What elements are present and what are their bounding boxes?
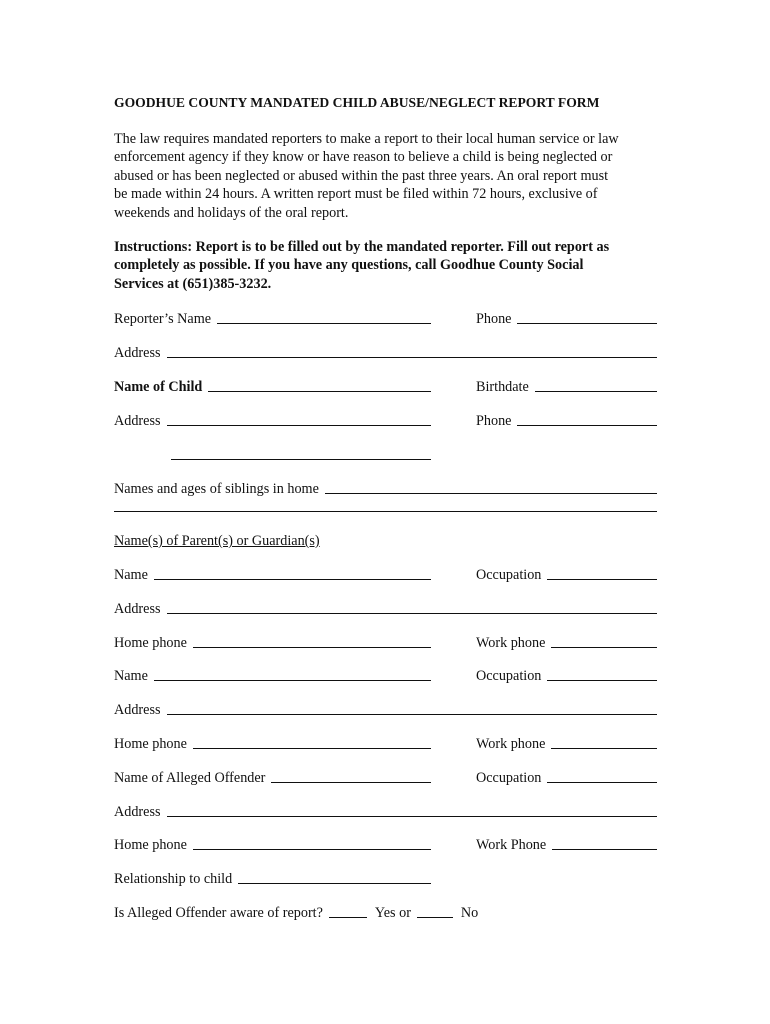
offender-name-row <box>114 765 657 787</box>
siblings-label: Names and ages of siblings in home <box>114 481 319 497</box>
child-address-label: Address <box>114 413 161 429</box>
parent1-name-field[interactable] <box>154 579 431 580</box>
form-title: GOODHUE COUNTY MANDATED CHILD ABUSE/NEGLECT REPORT FORM <box>114 95 600 110</box>
intro-line: enforcement agency if they know or have reason to believe a child is being neglected or <box>114 149 613 166</box>
parent2-name-row <box>114 663 657 685</box>
offender-name-label: Name of Alleged Offender <box>114 770 266 786</box>
offender-work-phone-label: Work Phone <box>476 837 547 853</box>
child-birthdate-field[interactable] <box>535 391 657 392</box>
parent2-work-phone-field[interactable] <box>551 748 657 749</box>
parent2-name-label: Name <box>114 668 148 684</box>
parent1-home-phone-label: Home phone <box>114 635 187 651</box>
parent2-home-phone-label: Home phone <box>114 736 187 752</box>
instruction-line: Instructions: Report is to be filled out by the mandated reporter. Fill out report as <box>114 239 610 255</box>
intro-line: weekends and holidays of the oral report. <box>114 204 349 221</box>
parent1-work-phone-field[interactable] <box>551 647 657 648</box>
siblings-field[interactable] <box>325 493 657 494</box>
reporter-address-label: Address <box>114 345 161 361</box>
offender-home-phone-label: Home phone <box>114 837 187 853</box>
offender-name-field[interactable] <box>271 782 431 783</box>
parent2-name-field[interactable] <box>154 680 431 681</box>
parent2-phone-row <box>114 731 657 753</box>
child-name-label: Name of Child <box>114 379 203 395</box>
intro-paragraph <box>114 130 674 222</box>
parent1-occupation-field[interactable] <box>547 579 657 580</box>
relationship-field[interactable] <box>238 883 431 884</box>
reporter-phone-label: Phone <box>476 311 512 327</box>
parent2-address-field[interactable] <box>167 714 658 715</box>
parents-heading-row <box>114 528 657 550</box>
parent2-occupation-field[interactable] <box>547 680 657 681</box>
reporter-name-row <box>114 306 657 328</box>
offender-address-field[interactable] <box>167 816 658 817</box>
parent1-phone-row <box>114 630 657 652</box>
offender-address-label: Address <box>114 804 161 820</box>
child-phone-field[interactable] <box>517 425 657 426</box>
aware-yes-field[interactable] <box>329 917 367 918</box>
parent1-name-row <box>114 562 657 584</box>
parent2-work-phone-label: Work phone <box>476 736 546 752</box>
parents-heading: Name(s) of Parent(s) or Guardian(s) <box>114 533 320 549</box>
siblings-line-2[interactable] <box>114 511 657 512</box>
child-address-field[interactable] <box>167 425 432 426</box>
reporter-address-row <box>114 340 657 362</box>
intro-line: abused or has been neglected or abused within the past three years. An oral report must <box>114 167 609 184</box>
parent2-occupation-label: Occupation <box>476 668 542 684</box>
parent1-work-phone-label: Work phone <box>476 635 546 651</box>
offender-occupation-label: Occupation <box>476 770 542 786</box>
parent2-home-phone-field[interactable] <box>193 748 431 749</box>
offender-home-phone-field[interactable] <box>193 849 431 850</box>
aware-no-field[interactable] <box>417 917 453 918</box>
child-birthdate-label: Birthdate <box>476 379 529 395</box>
child-name-row <box>114 374 657 396</box>
child-phone-label: Phone <box>476 413 512 429</box>
parent1-address-row <box>114 596 657 618</box>
siblings-row <box>114 476 657 498</box>
offender-occupation-field[interactable] <box>547 782 657 783</box>
intro-line: The law requires mandated reporters to make a report to their local human service or law <box>114 131 619 147</box>
parent2-address-row <box>114 697 657 719</box>
offender-phone-row <box>114 832 657 854</box>
parent2-address-label: Address <box>114 702 161 718</box>
instruction-line: Services at (651)385-3232. <box>114 275 272 292</box>
offender-work-phone-field[interactable] <box>552 849 657 850</box>
reporter-name-field[interactable] <box>217 323 431 324</box>
parent1-address-field[interactable] <box>167 613 658 614</box>
aware-question-label: Is Alleged Offender aware of report? <box>114 905 323 921</box>
parent1-home-phone-field[interactable] <box>193 647 431 648</box>
child-address-line-2[interactable] <box>171 459 431 460</box>
aware-no-label: No <box>460 905 479 921</box>
child-address-row <box>114 408 657 430</box>
intro-line: be made within 24 hours. A written report must be filed within 72 hours, exclusive of <box>114 186 598 203</box>
parent1-address-label: Address <box>114 601 161 617</box>
parent1-occupation-label: Occupation <box>476 567 542 583</box>
instructions-paragraph <box>114 238 674 293</box>
parent1-name-label: Name <box>114 567 148 583</box>
aware-yes-label: Yes or <box>374 905 411 921</box>
relationship-label: Relationship to child <box>114 871 233 887</box>
instruction-line: completely as possible. If you have any questions, call Goodhue County Social <box>114 257 584 274</box>
relationship-row <box>114 866 657 888</box>
offender-address-row <box>114 799 657 821</box>
reporter-name-label: Reporter’s Name <box>114 311 212 327</box>
reporter-address-field[interactable] <box>167 357 658 358</box>
aware-row <box>114 900 657 922</box>
reporter-phone-field[interactable] <box>517 323 657 324</box>
child-name-field[interactable] <box>208 391 431 392</box>
